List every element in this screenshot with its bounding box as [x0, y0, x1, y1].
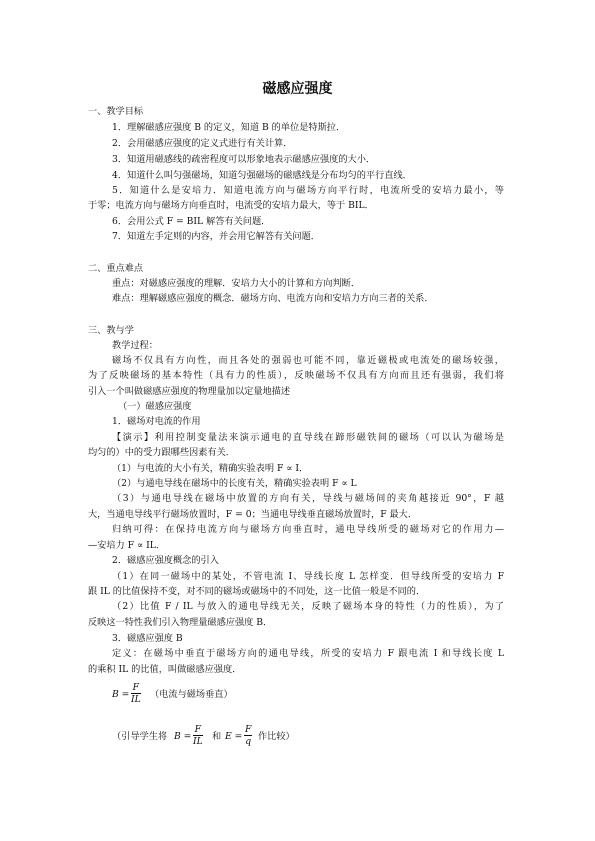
body-line: （2）比值 F / IL 与放入的通电导线无关，反映了磁场本身的特性（力的性质），为了 [112, 601, 504, 612]
section-heading-key-points: 二、重点难点 [88, 263, 144, 274]
formula-denominator: IL [131, 694, 141, 705]
body-line: 教学过程： [112, 340, 158, 351]
body-line: 1．磁场对电流的作用 [112, 416, 201, 427]
body-line: （3）与通电导线在磁场中放置的方向有关，导线与磁场间的夹角越接近 90°，F 越 [112, 493, 504, 504]
formula-note: （电流与磁场垂直） [150, 689, 233, 700]
body-line: 的乘积 IL 的比值，叫做磁感应强度． [88, 664, 242, 675]
body-line: （1）在同一磁场中的某处，不管电流 I、导线长度 L 怎样变．但导线所受的安培力 F [112, 571, 504, 582]
compare-b-lhs: B = [174, 731, 192, 742]
section-heading-teaching: 三、教与学 [88, 325, 134, 336]
objective-item-continued: 于零；电流方向与磁场方向垂直时，电流受的安培力最大，等于 BIL． [88, 200, 374, 211]
objective-item: 5．知道什么是安培力．知道电流方向与磁场方向平行时，电流所受的安培力最小，等 [112, 185, 504, 196]
objective-item: 6．会用公式 F = BIL 解答有关问题． [112, 216, 271, 227]
body-line: 引入一个叫做磁感应强度的物理量加以定量地描述 [88, 386, 291, 397]
body-line: （1）与电流的大小有关，精确实验表明 F ∝ I． [112, 463, 309, 474]
formula-fraction [131, 682, 141, 705]
body-line: 2．磁感应强度概念的引入 [112, 555, 219, 566]
body-line: 磁场不仅具有方向性，而且各处的强弱也可能不同，靠近磁极或电流处的磁场较强， [112, 355, 504, 366]
objective-item: 4．知道什么叫匀强磁场，知道匀强磁场的磁感线是分布均匀的平行直线． [112, 170, 412, 181]
formula-numerator: F [132, 682, 140, 693]
objective-item: 3．知道用磁感线的疏密程度可以形象地表示磁感应强度的大小． [112, 154, 376, 165]
compare-mid: 和 [212, 731, 222, 742]
compare-b-fraction [193, 724, 203, 747]
key-point-line: 重点：对磁感应强度的理解．安培力大小的计算和方向判断． [112, 278, 361, 289]
objective-item: 7．知道左手定则的内容，并会用它解答有关问题． [112, 231, 320, 242]
compare-b-numerator: F [194, 724, 202, 735]
compare-prefix: （引导学生将 [112, 731, 168, 742]
compare-e-fraction [244, 724, 252, 747]
body-line: 跟 IL 的比值保持不变，对不同的磁场或磁场中的不同处，这一比值一般是不同的． [88, 586, 426, 597]
subsection-heading: （一）磁感应强度 [118, 401, 192, 412]
body-line: —安培力 F ∝ IL． [88, 540, 166, 551]
compare-suffix: 作比较） [258, 731, 295, 742]
formula-lhs: B = [112, 689, 130, 700]
compare-e-denominator: q [245, 736, 252, 747]
body-line: 定义：在磁场中垂直于磁场方向的通电导线，所受的安培力 F 跟电流 I 和导线长度 L [112, 648, 504, 659]
compare-b-denominator: IL [193, 736, 203, 747]
body-line: 均匀的）中的受力跟哪些因素有关． [88, 447, 235, 458]
body-line: 大，当通电导线平行磁场放置时，F = 0；当通电导线垂直磁场放置时，F 最大． [88, 509, 418, 520]
body-line: 【演示】利用控制变量法来演示通电的直导线在蹄形磁铁间的磁场（可以认为磁场是 [112, 432, 504, 443]
difficult-point-line: 难点：理解磁感应强度的概念．磁场方向、电流方向和安培力方向三者的关系． [112, 293, 434, 304]
compare-e-lhs: E = [225, 731, 243, 742]
body-line: 反映这一特性我们引入物理量磁感应强度 B． [88, 617, 273, 628]
body-line: 为了反映磁场的基本特性（具有力的性质），反映磁场不仅具有方向而且还有强弱，我们将 [88, 370, 504, 381]
body-line: 归纳可得：在保持电流方向与磁场方向垂直时，通电导线所受的磁场对它的作用力— [112, 524, 504, 535]
body-line: 3．磁感应强度 B [112, 633, 183, 644]
page-title: 磁感应强度 [262, 81, 333, 97]
body-line: （2）与通电导线在磁场中的长度有关，精确实验表明 F ∝ L [112, 478, 357, 489]
section-heading-objectives: 一、教学目标 [88, 106, 144, 117]
compare-e-numerator: F [245, 724, 252, 735]
objective-item: 1．理解磁感应强度 B 的定义，知道 B 的单位是特斯拉． [112, 122, 346, 133]
objective-item: 2．会用磁感应强度的定义式进行有关计算． [112, 138, 293, 149]
